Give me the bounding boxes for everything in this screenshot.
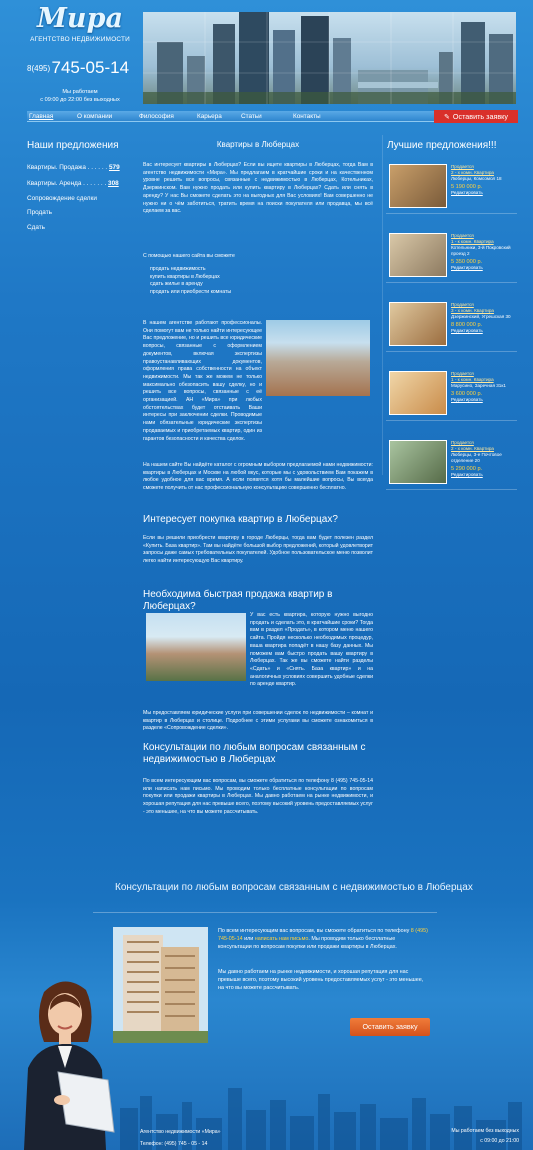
offer-title[interactable]: 2 - х комн. Квартира	[451, 446, 494, 451]
footer-left	[140, 1126, 221, 1150]
offer-status[interactable]: Продается	[451, 440, 474, 445]
agency-paragraph-top	[143, 320, 262, 443]
bottom-text: По всем интересующим вас вопросам, вы сможете обратиться по телефону	[218, 928, 410, 934]
logo-tagline: АГЕНТСТВО НЕДВИЖИМОСТИ	[30, 36, 130, 43]
offer-price: 5 350 000 р.	[451, 259, 483, 265]
offer-price: 8 800 000 р.	[451, 322, 483, 328]
offer-photo[interactable]	[389, 164, 447, 208]
sidebar-link-support[interactable]: Сопровождение сделки	[27, 195, 97, 202]
offer-status[interactable]: Продается	[451, 233, 474, 238]
offer-card[interactable]	[386, 438, 517, 490]
offer-price: 5 190 000 р.	[451, 184, 483, 190]
offer-photo[interactable]	[389, 302, 447, 346]
offer-photo[interactable]	[389, 233, 447, 277]
offer-edit-link[interactable]: Редактировать	[451, 190, 483, 195]
sidebar-link-let[interactable]: Сдать	[27, 224, 46, 231]
city-skyline-illustration	[143, 12, 516, 104]
nav-career[interactable]: Карьера	[197, 113, 222, 120]
sidebar-link-rent[interactable]	[27, 180, 119, 187]
offer-photo[interactable]	[389, 371, 447, 415]
catalog-paragraph: На нашем сайте Вы найдёте каталог с огромным выбором предлагаемой нами недвижимости: квартиры в Люберцах и Москве на любой вкус, которые мы с удовольствием Вам покажем в любое удобное для вас время. А если появятся хотя бы малейшие вопросы, Вы всегда сможете получить от нас профессиональную консультацию совершенно бесплатно.	[143, 462, 373, 492]
offer-price: 3 600 000 р.	[451, 391, 483, 397]
services-list-item: купить квартиры в Люберцах	[150, 273, 220, 280]
bottom-paragraph-2: Мы давно работаем на рынке недвижимости, и хорошая репутация для нас превыше всего, поэтому высокий уровень предоставляемых услуг - это меньшее, на что вы можете рассчитывать.	[218, 969, 424, 991]
nav-about[interactable]: О компании	[77, 113, 113, 120]
sell-heading: Необходима быстрая продажа квартир в Люберцах?	[143, 589, 333, 612]
nav-home[interactable]: Главная	[29, 113, 54, 120]
request-button-bottom[interactable]: Оставить заявку	[350, 1018, 430, 1036]
sidebar-link-label: Квартиры. Аренда . . . . . . .	[27, 180, 107, 187]
phone-number: 745-05-14	[51, 58, 130, 77]
legal-paragraph: Мы предоставляем юридические услуги при совершении сделок по недвижимости – комнат и квартир в Люберцах и столице. Подробнее с этими услугами вы сможете ознакомиться в разделе «Сопровождение сделки».	[143, 710, 373, 732]
offer-title[interactable]: 2 - х комн. Квартира	[451, 170, 494, 175]
hours-line-2: с 09:00 до 22:00 без выходных	[40, 97, 120, 103]
header-phone	[27, 58, 135, 78]
offer-edit-link[interactable]: Редактировать	[451, 472, 483, 477]
residential-complex-photo	[146, 613, 246, 681]
logo[interactable]	[28, 4, 132, 43]
offer-card[interactable]	[386, 369, 517, 421]
consult-heading: Консультации по любым вопросам связанным с недвижимостью в Люберцах	[143, 742, 366, 765]
offer-edit-link[interactable]: Редактировать	[451, 397, 483, 402]
services-list-item: продать или приобрести комнаты	[150, 289, 232, 296]
services-list	[150, 266, 350, 297]
services-list-item: сдать жилье в аренду	[150, 281, 203, 288]
services-list-item: продать недвижимость	[150, 266, 206, 272]
offer-title[interactable]: 1 - к комн. Квартира	[451, 377, 494, 382]
agency-paragraph-text: В нашем агентстве работают профессионалы. Они помогут вам не только найти интересующее Вас предложение, но и решить все юридические вопросы, связанные с оформлением документов, включая экспертизы правоустанавливающих документов, оформления права собственности на объект недвижимости. Мы так же можем не только максимально обезопасить вашу сделку, но и решить все вопросы, связанные с её организацией. АН «Мира» при любых обстоятельствах будет отстаивать Ваши интересы при заключении сделки. Проводимые нами обязательные юридические экспертизы продаваемых и приобретаемых квартир, один из гарантов безопасности и качества сделок.	[143, 320, 262, 442]
request-button-top[interactable]	[434, 110, 518, 123]
footer-hours-2: с 09:00 до 21:00	[480, 1138, 519, 1144]
nav-articles[interactable]: Статьи	[241, 113, 262, 120]
hours-line-1: Мы работаем	[62, 89, 98, 95]
offer-status[interactable]: Продается	[451, 302, 474, 307]
intro-paragraph: Вас интересует квартиры в Люберцах? Если вы ищете квартиры в Люберцах, тогда Вам в агентство недвижимости «Мира». Мы предлагаем в кратчайшие сроки и на качественном уровне решить все вопросы, связанные с недвижимостью в Люберцах, Котельниках, Дзержинском. Вам нужно продать или купить квартиру в Люберцах? Сдать или снять в аренду? У нас Вы сможете сделать это на выгодных для Вас условиях! Вам совершенно не нужно ни о чём заботиться, тратить время на поиски покупателя или продавца, мы всё сделаем за вас.	[143, 162, 373, 215]
bottom-text: . Мы проводим только бесплатные консультации по вопросам покупки или продажи квартиры в Люберцах.	[218, 936, 397, 950]
page-title: Квартиры в Люберцах	[216, 140, 300, 149]
offer-edit-link[interactable]: Редактировать	[451, 265, 483, 270]
bottom-text: или	[244, 936, 254, 942]
offer-status[interactable]: Продается	[451, 164, 474, 169]
working-hours	[30, 88, 130, 104]
offer-title[interactable]: 3 - х комн. Квартира	[451, 308, 494, 313]
offer-address: Котельники, 3-й Покровский проезд 2	[451, 245, 511, 256]
sidebar-link-sale[interactable]	[27, 164, 120, 171]
offer-address: Дзержинский, Угрешская 30	[451, 314, 511, 319]
logo-brand: Мира	[37, 3, 123, 34]
pencil-icon: ✎	[444, 114, 450, 121]
bottom-paragraph-1	[218, 927, 429, 951]
buy-paragraph: Если вы решили приобрести квартиру в городе Люберцы, тогда вам будет полезен раздел «Купить. База квартир». Там вы найдёте большой выбор предложений, который удовлетворит запросы даже самых требовательных покупателей. Удобное пользовательское меню позволит легко найти интересующую Вас квартиру.	[143, 535, 373, 565]
best-offers-title: Лучшие предложения!!!	[387, 140, 497, 151]
offer-card[interactable]	[386, 162, 517, 214]
footer-hours-1: Мы работаем без выходных	[451, 1128, 519, 1134]
phone-prefix: 8(495)	[27, 64, 51, 73]
offer-address: Марусино, Заречная 31к1	[451, 383, 506, 388]
list-intro: С помощью нашего сайта вы сможете	[143, 253, 235, 259]
nav-philosophy[interactable]: Философия	[139, 113, 174, 120]
header-banner-image	[143, 12, 516, 104]
offer-photo[interactable]	[389, 440, 447, 484]
write-letter-link[interactable]: написать нам письмо	[254, 936, 309, 942]
bottom-separator	[93, 912, 437, 913]
offer-address: Люберцы, 3-е Почтовое отделение 20	[451, 452, 502, 463]
footer-agency: Агентство недвижимости «Мира»	[140, 1129, 221, 1135]
building-photo	[266, 320, 370, 396]
offer-edit-link[interactable]: Редактировать	[451, 328, 483, 333]
offers-title: Наши предложения	[27, 140, 119, 151]
sidebar-link-label: Квартиры. Продажа . . . . . .	[27, 164, 108, 171]
sell-paragraph: У вас есть квартира, которую нужно выгодно продать и сделать это, в кратчайшие сроки? Тогда вам в раздел «Продать», в котором меню нашего сайта. Пройдя несколько необходимых процедур, ваша квартира попадёт в нашу базу данных. Мы поможем вам быстро продать вашу квартиру в Люберцах. Так же вы сможете найти разделы «Сдать» и «Снять. База квартир» и на аналогичных условиях совершить удобные сделки по аренде квартир.	[250, 612, 373, 688]
offer-title[interactable]: 1 - к комн. Квартира	[451, 239, 494, 244]
consultant-woman-image	[4, 972, 124, 1150]
sidebar-link-count: 579	[108, 164, 120, 171]
consult-paragraph: По всем интересующим вас вопросам, вы сможете обратиться по телефону 8 (495) 745-05-14 или написать нам письмо. Мы проводим только бесплатные консультации по вопросам покупки или продажи квартиры в Люберцах. Мы давно работаем на рынке недвижимости, и хорошая репутация для нас превыше всего, поэтому высокий уровень предоставляемых услуг - это меньшее, на что вы можете рассчитывать.	[143, 778, 373, 815]
offer-address: Люберцы, Комсомол 18	[451, 176, 502, 181]
offer-card[interactable]	[386, 300, 517, 352]
bottom-title: Консультации по любым вопросам связанным с недвижимостью в Люберцах	[115, 882, 473, 893]
column-divider	[382, 135, 383, 475]
sidebar-link-sell[interactable]: Продать	[27, 209, 52, 216]
sidebar-link-count: 308	[108, 180, 119, 187]
bottom-building-image	[113, 927, 208, 1043]
offer-status[interactable]: Продается	[451, 371, 474, 376]
offer-card[interactable]	[386, 231, 517, 283]
buy-heading: Интересует покупка квартир в Люберцах?	[143, 514, 338, 525]
footer-phone: Телефон: (495) 745 - 05 - 14	[140, 1141, 208, 1147]
bottom-phone: 8 (495) 745-05-14	[218, 928, 428, 942]
nav-contacts[interactable]: Контакты	[293, 113, 321, 120]
request-button-top-label: Оставить заявку	[452, 112, 508, 121]
footer-right	[440, 1126, 519, 1146]
offer-price: 5 290 000 р.	[451, 466, 483, 472]
